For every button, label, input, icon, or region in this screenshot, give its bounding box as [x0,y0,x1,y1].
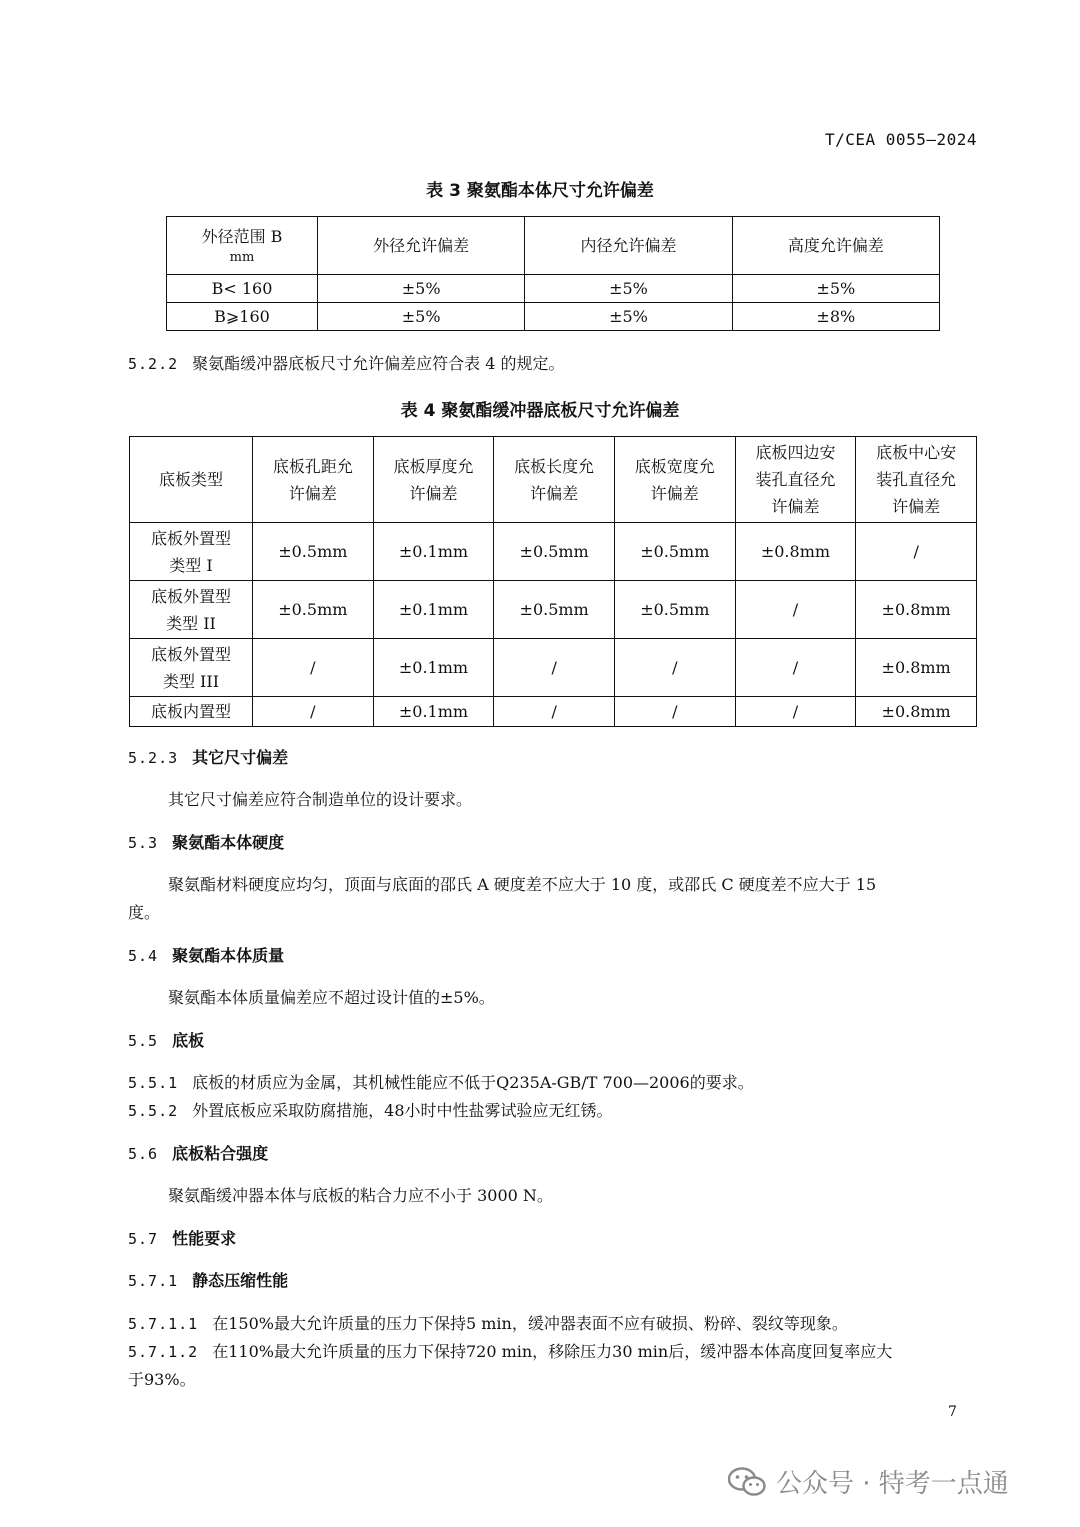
header-text: 装孔直径允 [755,470,836,489]
table-cell: ±0.8mm [856,581,977,639]
clause-5-7-1-2-line2: 于93%。 [128,1370,196,1389]
clause-number: 5.3 [128,834,159,852]
clause-5-4-body: 聚氨酯本体质量偏差应不超过设计值的±5%。 [168,988,495,1007]
table-cell: / [253,639,374,697]
clause-5-7-1-1 [128,1310,848,1338]
header-text: 许偏差 [892,497,941,516]
table4-header-cell [735,437,856,523]
table-cell: ±5% [525,303,732,331]
type-text: 底板内置型 [150,702,231,721]
table-cell-type [130,581,253,639]
header-text: 底板长度允 [514,456,595,476]
table3-caption: 表 3 聚氨酯本体尺寸允许偏差 [426,181,654,201]
clause-number: 5.7.1 [128,1272,179,1290]
clause-number: 5.5 [128,1032,159,1050]
clause-5-2-2 [128,350,565,378]
header-text: 底板类型 [158,470,223,489]
clause-title: 性能要求 [172,1229,237,1248]
clause-number: 5.5.1 [128,1074,179,1092]
table-cell: B< 160 [167,275,318,303]
clause-5-7-1-heading [128,1267,288,1295]
clause-number: 5.4 [128,947,159,965]
type-text: 类型 II [166,613,216,633]
clause-text: 聚氨酯缓冲器底板尺寸允许偏差应符合表 4 的规定。 [192,354,565,373]
unit-text: mm [229,249,255,265]
header-text: 底板四边安 [755,443,836,462]
type-text: 类型 III [162,671,220,691]
table3-header-row [167,217,940,275]
clause-title: 静态压缩性能 [192,1271,289,1290]
table-cell: ±0.5mm [253,523,374,581]
clause-5-3-heading [128,829,284,857]
table-cell: ±0.8mm [856,697,977,727]
table-cell: / [614,639,735,697]
table-row [130,697,977,727]
table-cell: ±5% [525,275,732,303]
table-cell: ±0.1mm [373,581,494,639]
header-text: 许偏差 [650,483,699,503]
clause-number: 5.7 [128,1230,159,1248]
table4 [129,436,977,727]
table-cell: ±0.1mm [373,639,494,697]
clause-text: 底板的材质应为金属，其机械性能应不低于Q235A-GB/T 700—2006的要求。 [192,1073,754,1092]
table3-header-cell: 内径允许偏差 [525,217,732,275]
watermark-text: 公众号 · 特考一点通 [776,1469,1009,1499]
clause-number: 5.7.1.1 [128,1315,199,1333]
header-text: 外径范围 B [201,226,283,246]
header-text: 底板宽度允 [634,456,715,476]
table3-header-cell: 高度允许偏差 [732,217,939,275]
table-cell: / [735,581,856,639]
table-row [167,275,940,303]
clause-number: 5.7.1.2 [128,1343,199,1361]
clause-5-3-body-line2: 度。 [128,903,161,922]
table3 [166,216,940,331]
clause-title: 其它尺寸偏差 [192,748,289,767]
type-text: 底板外置型 [150,528,231,548]
table4-header-cell [130,437,253,523]
clause-5-3-body-line1: 聚氨酯材料硬度应均匀，顶面与底面的邵氏 A 硬度差不应大于 10 度，或邵氏 C 硬度差不应大于 15 [168,875,877,894]
clause-5-6-body: 聚氨酯缓冲器本体与底板的粘合力应不小于 3000 N。 [168,1186,553,1205]
table-cell: ±0.5mm [614,523,735,581]
clause-5-5-1 [128,1069,754,1097]
clause-text: 外置底板应采取防腐措施，48小时中性盐雾试验应无红锈。 [192,1101,613,1120]
clause-title: 聚氨酯本体硬度 [172,833,285,852]
header-text: 底板中心安 [876,443,957,462]
clause-5-4-heading [128,942,284,970]
table-row [130,639,977,697]
table-cell: ±8% [732,303,939,331]
table-cell: ±5% [318,303,525,331]
table-cell-type [130,639,253,697]
header-text: 许偏差 [771,497,820,516]
type-text: 类型 I [169,555,213,575]
table-cell-type [130,697,253,727]
clause-5-2-3-body: 其它尺寸偏差应符合制造单位的设计要求。 [168,790,473,809]
wechat-icon [728,1467,766,1497]
table4-caption: 表 4 聚氨酯缓冲器底板尺寸允许偏差 [400,401,680,421]
table-cell: ±0.1mm [373,697,494,727]
clause-text: 在150%最大允许质量的压力下保持5 min，缓冲器表面不应有破损、粉碎、裂纹等现象。 [212,1314,848,1333]
table4-header-cell [253,437,374,523]
table-cell: B⩾160 [167,303,318,331]
table3-header-cell: 外径允许偏差 [318,217,525,275]
header-text: 许偏差 [409,483,458,503]
clause-number: 5.2.2 [128,355,179,373]
standard-code: T/CEA 0055—2024 [825,130,977,149]
clause-title: 聚氨酯本体质量 [172,946,285,965]
clause-5-5-2 [128,1097,613,1125]
table-cell: ±5% [732,275,939,303]
table-cell: ±0.5mm [253,581,374,639]
table4-header-cell [856,437,977,523]
clause-5-7-1-2-line1 [128,1338,892,1366]
table-cell: ±5% [318,275,525,303]
header-text: 底板孔距允 [272,456,353,476]
header-text: 许偏差 [530,483,579,503]
table-row [167,303,940,331]
clause-number: 5.5.2 [128,1102,179,1120]
table3-header-cell [167,217,318,275]
page-number: 7 [948,1404,957,1420]
table-cell-type [130,523,253,581]
clause-5-6-heading [128,1140,268,1168]
header-text: 底板厚度允 [393,456,474,476]
type-text: 底板外置型 [150,644,231,664]
table-cell: ±0.8mm [735,523,856,581]
clause-title: 底板 [172,1031,205,1050]
table-cell: / [614,697,735,727]
table-cell: / [856,523,977,581]
clause-title: 底板粘合强度 [172,1144,269,1163]
type-text: 底板外置型 [150,586,231,606]
clause-text: 在110%最大允许质量的压力下保持720 min，移除压力30 min后，缓冲器本体高度回复率应大 [212,1342,893,1361]
table-cell: ±0.1mm [373,523,494,581]
clause-number: 5.2.3 [128,749,179,767]
table-cell: ±0.5mm [494,523,615,581]
table-cell: ±0.5mm [614,581,735,639]
table4-header-cell [494,437,615,523]
clause-5-2-3-heading [128,744,288,772]
clause-number: 5.6 [128,1145,159,1163]
clause-5-7-heading [128,1225,236,1253]
table4-header-row [130,437,977,523]
table-cell: / [253,697,374,727]
table-row [130,581,977,639]
table-cell: / [735,697,856,727]
table4-header-cell [614,437,735,523]
table4-header-cell [373,437,494,523]
table-cell: ±0.5mm [494,581,615,639]
table-cell: / [735,639,856,697]
watermark [728,1463,1009,1500]
table-cell: / [494,639,615,697]
table-cell: ±0.8mm [856,639,977,697]
clause-5-5-heading [128,1027,204,1055]
header-text: 许偏差 [288,483,337,503]
header-text: 装孔直径允 [876,470,957,489]
table-cell: / [494,697,615,727]
table-row [130,523,977,581]
